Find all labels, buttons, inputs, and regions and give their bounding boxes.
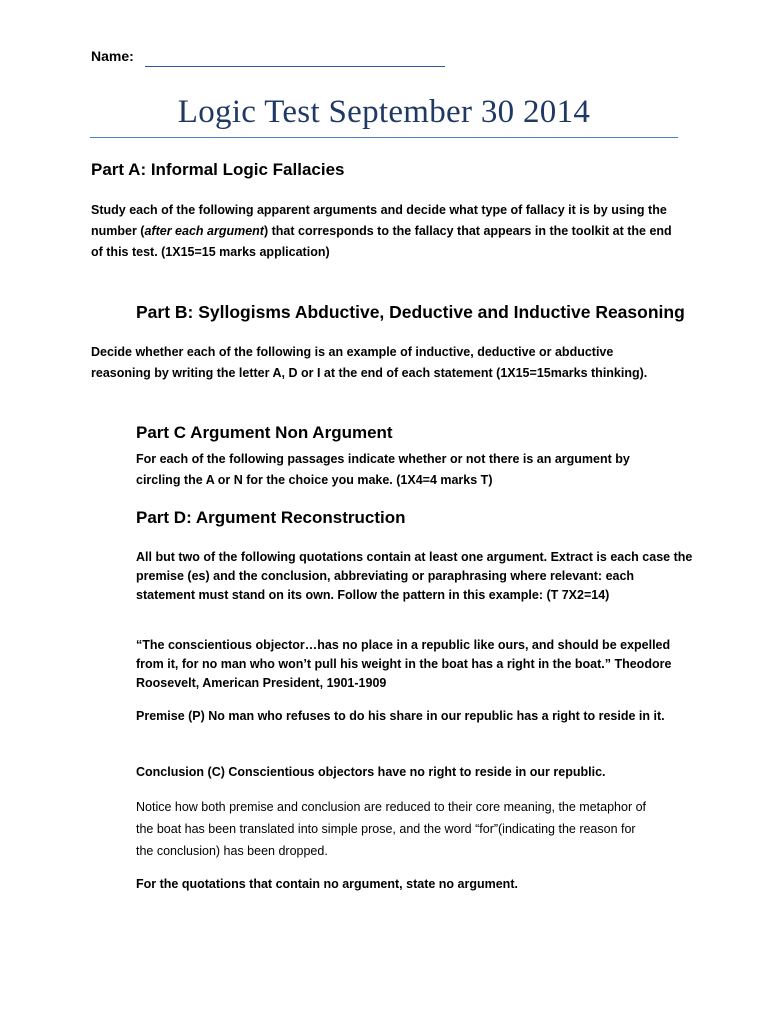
part-c-heading: Part C Argument Non Argument [136, 423, 393, 442]
part-a-text-end: ) that corresponds to the fallacy that appears in the toolkit at the end of this test. (1X15=15 marks application) [91, 224, 672, 259]
no-argument-note: For the quotations that contain no argument, state no argument. [136, 877, 518, 891]
name-blank-line [145, 66, 445, 67]
example-premise: Premise (P) No man who refuses to do his share in our republic has a right to reside in it. [136, 709, 665, 723]
example-notice: Notice how both premise and conclusion are reduced to their core meaning, the metaphor of the boat has been translated into simple prose, and the word “for”(indicating the reason for the conclusion) has been dropped. [136, 800, 647, 858]
part-b-heading: Part B: Syllogisms Abductive, Deductive and Inductive Reasoning [136, 302, 685, 322]
part-a-text-italic: after each argument [144, 224, 264, 238]
page-title: Logic Test September 30 2014 [177, 94, 591, 130]
part-c-instructions: For each of the following passages indicate whether or not there is an argument by circling the A or N for the choice you make. (1X4=4 marks T) [136, 452, 630, 487]
part-d-instructions: All but two of the following quotations contain at least one argument. Extract is each case the premise (es) and the conclusion, abbreviating or paraphrasing where relevant: each statement must stand on its own. Follow the pattern in this example: (T 7X2=14) [136, 550, 693, 602]
part-a-heading: Part A: Informal Logic Fallacies [91, 160, 345, 179]
part-d-heading: Part D: Argument Reconstruction [136, 508, 406, 527]
title-divider [90, 137, 678, 138]
example-quote: “The conscientious objector…has no place in a republic like ours, and should be expelled from it, for no man who won’t pull his weight in the boat has a right in the boat.” Theodore Roosevelt, American President, 1901-1909 [136, 638, 672, 690]
part-b-instructions: Decide whether each of the following is an example of inductive, deductive or abductive reasoning by writing the letter A, D or I at the end of each statement (1X15=15marks thinking). [91, 345, 648, 380]
part-a-instructions [91, 200, 681, 263]
example-conclusion: Conclusion (C) Conscientious objectors have no right to reside in our republic. [136, 765, 606, 779]
part-a-text-start: Study each of the following apparent arguments and decide what type of fallacy it is by using the number ( [91, 203, 667, 238]
name-label: Name: [91, 48, 134, 64]
